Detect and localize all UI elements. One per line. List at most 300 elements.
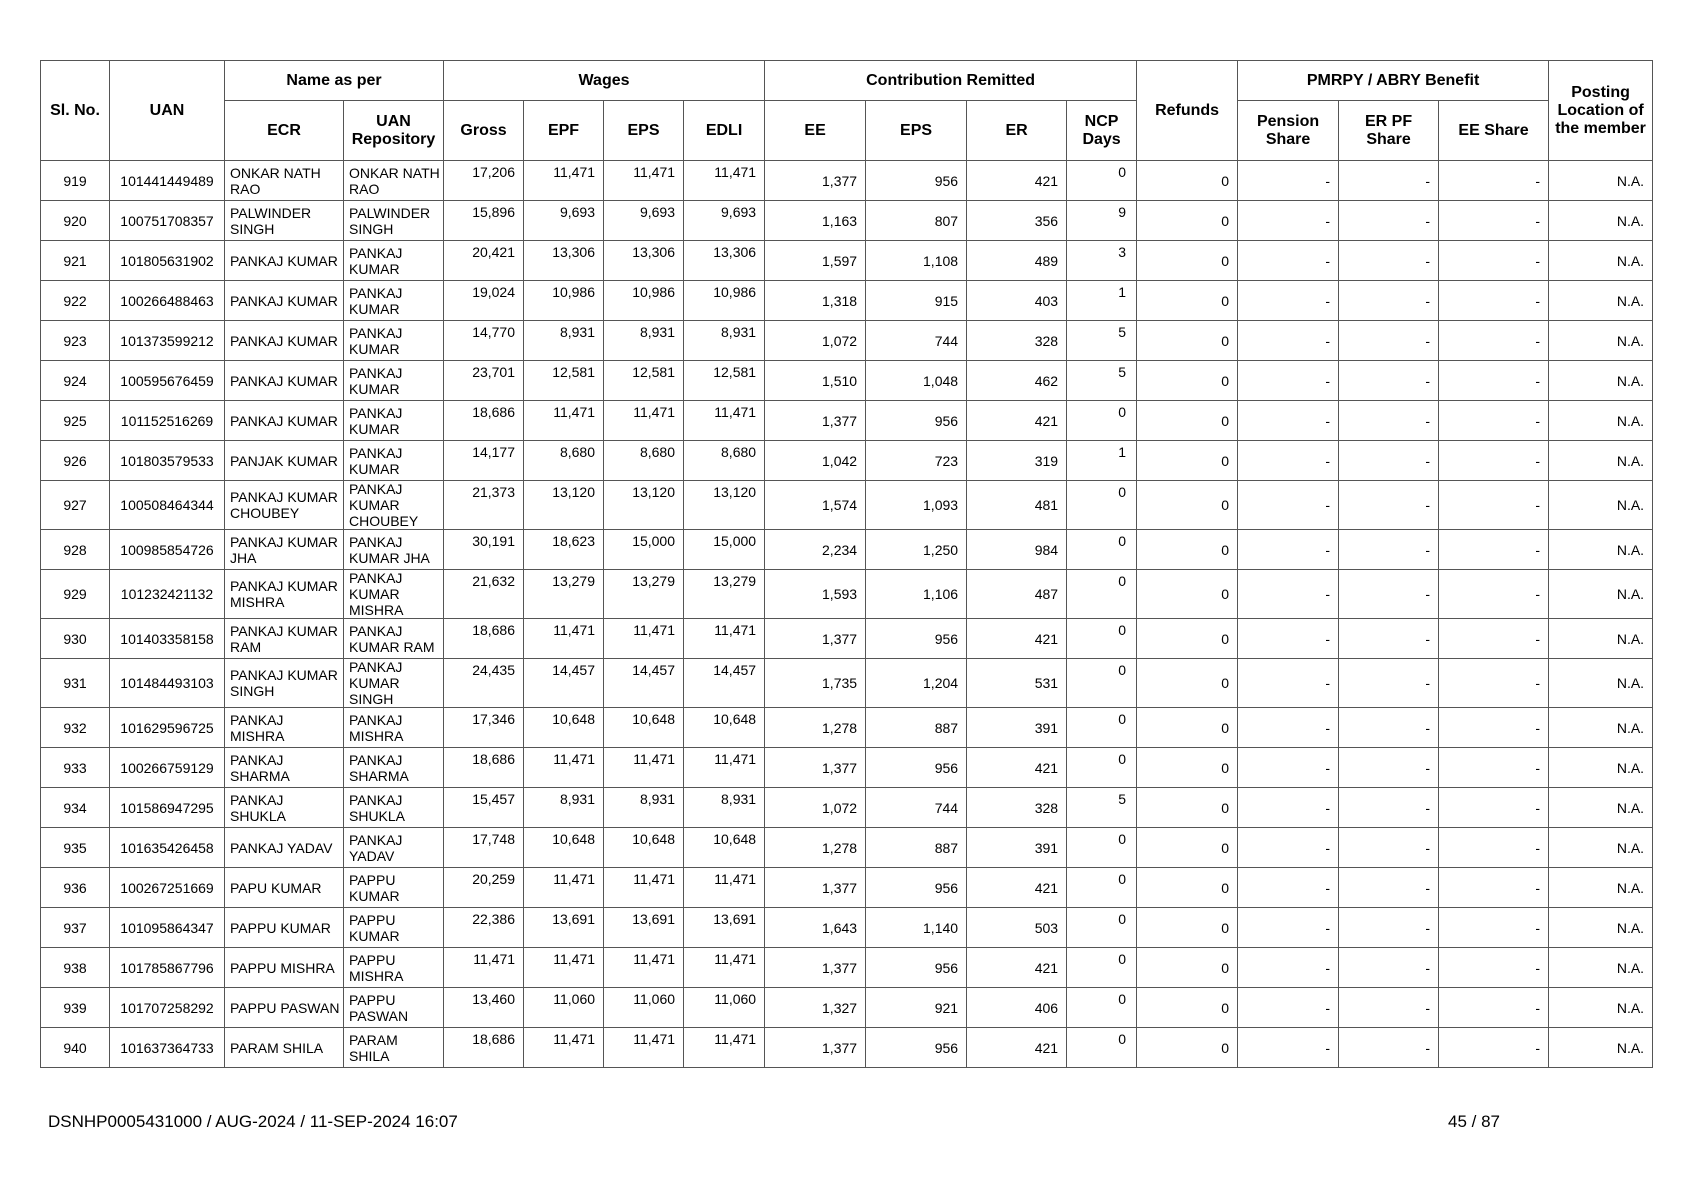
cell-pension-share: - xyxy=(1238,481,1339,530)
cell-pension-share: - xyxy=(1238,748,1339,788)
cell-er: 531 xyxy=(967,659,1067,708)
cell-eps: 1,250 xyxy=(866,530,967,570)
cell-name-uan-repository: PANKAJ SHARMA xyxy=(344,748,444,788)
cell-eps-wages: 10,986 xyxy=(604,281,684,321)
cell-refunds: 0 xyxy=(1137,530,1238,570)
cell-er: 328 xyxy=(967,788,1067,828)
table-row xyxy=(41,659,1653,708)
cell-name-ecr: PAPPU KUMAR xyxy=(225,908,344,948)
cell-ncp-days: 0 xyxy=(1067,530,1137,570)
cell-gross: 30,191 xyxy=(444,530,524,570)
cell-eps: 1,093 xyxy=(866,481,967,530)
cell-eps-wages: 12,581 xyxy=(604,361,684,401)
cell-pension-share: - xyxy=(1238,530,1339,570)
cell-gross: 17,748 xyxy=(444,828,524,868)
cell-ee: 1,377 xyxy=(765,401,866,441)
cell-posting-location: N.A. xyxy=(1549,241,1653,281)
cell-ncp-days: 0 xyxy=(1067,988,1137,1028)
cell-epf: 18,623 xyxy=(524,530,604,570)
table-row xyxy=(41,1028,1653,1068)
footer-page-number: 45 / 87 xyxy=(1448,1112,1500,1131)
cell-name-ecr: PANKAJ SHARMA xyxy=(225,748,344,788)
cell-epf: 8,680 xyxy=(524,441,604,481)
cell-sl-no: 927 xyxy=(41,481,110,530)
cell-uan: 101484493103 xyxy=(110,659,225,708)
cell-refunds: 0 xyxy=(1137,161,1238,201)
cell-eps: 915 xyxy=(866,281,967,321)
table-header xyxy=(41,61,1653,161)
cell-name-uan-repository: PAPPU KUMAR xyxy=(344,868,444,908)
cell-posting-location: N.A. xyxy=(1549,748,1653,788)
cell-epf: 14,457 xyxy=(524,659,604,708)
cell-er-pf-share: - xyxy=(1339,659,1439,708)
cell-eps: 956 xyxy=(866,748,967,788)
cell-eps-wages: 11,471 xyxy=(604,948,684,988)
cell-edli: 8,680 xyxy=(684,441,765,481)
cell-pension-share: - xyxy=(1238,201,1339,241)
cell-eps: 807 xyxy=(866,201,967,241)
cell-eps: 1,048 xyxy=(866,361,967,401)
cell-pension-share: - xyxy=(1238,321,1339,361)
header-epf: EPF xyxy=(524,101,604,161)
cell-ee: 1,643 xyxy=(765,908,866,948)
cell-uan: 101586947295 xyxy=(110,788,225,828)
cell-pension-share: - xyxy=(1238,570,1339,619)
cell-epf: 11,060 xyxy=(524,988,604,1028)
cell-name-ecr: PAPPU MISHRA xyxy=(225,948,344,988)
cell-posting-location: N.A. xyxy=(1549,619,1653,659)
cell-eps-wages: 11,471 xyxy=(604,401,684,441)
cell-posting-location: N.A. xyxy=(1549,868,1653,908)
cell-refunds: 0 xyxy=(1137,281,1238,321)
cell-eps: 1,106 xyxy=(866,570,967,619)
cell-uan: 100267251669 xyxy=(110,868,225,908)
cell-edli: 14,457 xyxy=(684,659,765,708)
cell-ee-share: - xyxy=(1439,828,1549,868)
header-eps-contribution: EPS xyxy=(866,101,967,161)
cell-posting-location: N.A. xyxy=(1549,908,1653,948)
table-row xyxy=(41,161,1653,201)
cell-sl-no: 937 xyxy=(41,908,110,948)
cell-name-ecr: PANKAJ KUMAR xyxy=(225,401,344,441)
cell-name-uan-repository: PANKAJ MISHRA xyxy=(344,708,444,748)
cell-ncp-days: 0 xyxy=(1067,619,1137,659)
cell-eps: 956 xyxy=(866,868,967,908)
cell-edli: 11,471 xyxy=(684,868,765,908)
cell-eps-wages: 13,279 xyxy=(604,570,684,619)
header-wages: Wages xyxy=(444,61,765,101)
cell-pension-share: - xyxy=(1238,659,1339,708)
cell-uan: 101637364733 xyxy=(110,1028,225,1068)
cell-ee-share: - xyxy=(1439,988,1549,1028)
cell-er-pf-share: - xyxy=(1339,281,1439,321)
header-contribution-remitted: Contribution Remitted xyxy=(765,61,1137,101)
cell-er-pf-share: - xyxy=(1339,161,1439,201)
cell-ee: 1,377 xyxy=(765,948,866,988)
cell-pension-share: - xyxy=(1238,868,1339,908)
cell-ee: 1,593 xyxy=(765,570,866,619)
cell-ncp-days: 5 xyxy=(1067,321,1137,361)
table-row xyxy=(41,788,1653,828)
cell-eps-wages: 11,060 xyxy=(604,988,684,1028)
cell-epf: 11,471 xyxy=(524,1028,604,1068)
cell-er: 319 xyxy=(967,441,1067,481)
cell-posting-location: N.A. xyxy=(1549,481,1653,530)
cell-name-uan-repository: PANKAJ KUMAR MISHRA xyxy=(344,570,444,619)
cell-ee-share: - xyxy=(1439,481,1549,530)
cell-pension-share: - xyxy=(1238,908,1339,948)
header-gross: Gross xyxy=(444,101,524,161)
cell-eps: 1,108 xyxy=(866,241,967,281)
cell-gross: 13,460 xyxy=(444,988,524,1028)
cell-er-pf-share: - xyxy=(1339,361,1439,401)
cell-name-uan-repository: PAPPU KUMAR xyxy=(344,908,444,948)
cell-er-pf-share: - xyxy=(1339,868,1439,908)
cell-er: 421 xyxy=(967,1028,1067,1068)
cell-er: 503 xyxy=(967,908,1067,948)
cell-edli: 13,120 xyxy=(684,481,765,530)
cell-ee-share: - xyxy=(1439,619,1549,659)
header-uan: UAN xyxy=(110,61,225,161)
cell-uan: 101629596725 xyxy=(110,708,225,748)
cell-er: 489 xyxy=(967,241,1067,281)
cell-sl-no: 936 xyxy=(41,868,110,908)
cell-ee-share: - xyxy=(1439,948,1549,988)
cell-eps: 956 xyxy=(866,1028,967,1068)
cell-refunds: 0 xyxy=(1137,401,1238,441)
cell-gross: 20,259 xyxy=(444,868,524,908)
cell-ee-share: - xyxy=(1439,1028,1549,1068)
header-pmrpy-abry-benefit: PMRPY / ABRY Benefit xyxy=(1238,61,1549,101)
cell-epf: 11,471 xyxy=(524,748,604,788)
cell-eps: 744 xyxy=(866,321,967,361)
cell-eps: 956 xyxy=(866,619,967,659)
cell-posting-location: N.A. xyxy=(1549,321,1653,361)
cell-sl-no: 940 xyxy=(41,1028,110,1068)
cell-edli: 11,471 xyxy=(684,161,765,201)
cell-refunds: 0 xyxy=(1137,481,1238,530)
cell-edli: 11,471 xyxy=(684,401,765,441)
cell-ncp-days: 5 xyxy=(1067,361,1137,401)
cell-epf: 8,931 xyxy=(524,321,604,361)
cell-epf: 9,693 xyxy=(524,201,604,241)
cell-sl-no: 930 xyxy=(41,619,110,659)
cell-eps-wages: 11,471 xyxy=(604,868,684,908)
cell-posting-location: N.A. xyxy=(1549,530,1653,570)
cell-refunds: 0 xyxy=(1137,908,1238,948)
cell-edli: 10,648 xyxy=(684,708,765,748)
cell-sl-no: 929 xyxy=(41,570,110,619)
cell-ee: 1,318 xyxy=(765,281,866,321)
cell-ee-share: - xyxy=(1439,908,1549,948)
cell-name-uan-repository: PANKAJ KUMAR xyxy=(344,321,444,361)
table-row xyxy=(41,441,1653,481)
cell-ee: 1,377 xyxy=(765,748,866,788)
table-row xyxy=(41,201,1653,241)
cell-er: 421 xyxy=(967,748,1067,788)
cell-uan: 101095864347 xyxy=(110,908,225,948)
table-row xyxy=(41,321,1653,361)
cell-name-ecr: PAPPU PASWAN xyxy=(225,988,344,1028)
cell-edli: 8,931 xyxy=(684,321,765,361)
cell-er: 421 xyxy=(967,948,1067,988)
cell-epf: 8,931 xyxy=(524,788,604,828)
cell-name-ecr: PANJAK KUMAR xyxy=(225,441,344,481)
table-row xyxy=(41,948,1653,988)
cell-posting-location: N.A. xyxy=(1549,708,1653,748)
cell-er-pf-share: - xyxy=(1339,948,1439,988)
cell-eps: 887 xyxy=(866,708,967,748)
table-row xyxy=(41,619,1653,659)
cell-edli: 13,691 xyxy=(684,908,765,948)
cell-gross: 18,686 xyxy=(444,401,524,441)
cell-refunds: 0 xyxy=(1137,868,1238,908)
cell-refunds: 0 xyxy=(1137,201,1238,241)
cell-edli: 8,931 xyxy=(684,788,765,828)
cell-sl-no: 923 xyxy=(41,321,110,361)
footer-document-reference: DSNHP0005431000 / AUG-2024 / 11-SEP-2024 16:07 xyxy=(48,1112,458,1131)
cell-posting-location: N.A. xyxy=(1549,361,1653,401)
cell-eps: 744 xyxy=(866,788,967,828)
cell-ee: 1,278 xyxy=(765,708,866,748)
cell-ncp-days: 0 xyxy=(1067,868,1137,908)
cell-name-uan-repository: PANKAJ KUMAR xyxy=(344,361,444,401)
table-row xyxy=(41,908,1653,948)
cell-posting-location: N.A. xyxy=(1549,161,1653,201)
cell-eps: 723 xyxy=(866,441,967,481)
cell-ncp-days: 0 xyxy=(1067,828,1137,868)
cell-ncp-days: 1 xyxy=(1067,281,1137,321)
cell-ee-share: - xyxy=(1439,401,1549,441)
header-ecr: ECR xyxy=(225,101,344,161)
cell-eps-wages: 8,931 xyxy=(604,788,684,828)
cell-posting-location: N.A. xyxy=(1549,570,1653,619)
cell-pension-share: - xyxy=(1238,441,1339,481)
table-row xyxy=(41,868,1653,908)
cell-sl-no: 925 xyxy=(41,401,110,441)
cell-posting-location: N.A. xyxy=(1549,659,1653,708)
cell-er-pf-share: - xyxy=(1339,619,1439,659)
cell-er-pf-share: - xyxy=(1339,908,1439,948)
cell-er: 421 xyxy=(967,868,1067,908)
cell-ee: 1,377 xyxy=(765,619,866,659)
cell-eps-wages: 13,691 xyxy=(604,908,684,948)
cell-sl-no: 920 xyxy=(41,201,110,241)
cell-pension-share: - xyxy=(1238,161,1339,201)
cell-edli: 12,581 xyxy=(684,361,765,401)
header-posting-location: Posting Location of the member xyxy=(1549,61,1653,161)
table-row xyxy=(41,828,1653,868)
cell-refunds: 0 xyxy=(1137,321,1238,361)
cell-name-uan-repository: PAPPU PASWAN xyxy=(344,988,444,1028)
cell-uan: 101785867796 xyxy=(110,948,225,988)
cell-epf: 11,471 xyxy=(524,868,604,908)
cell-refunds: 0 xyxy=(1137,441,1238,481)
cell-pension-share: - xyxy=(1238,401,1339,441)
cell-name-ecr: PANKAJ KUMAR CHOUBEY xyxy=(225,481,344,530)
cell-ee: 1,377 xyxy=(765,1028,866,1068)
cell-sl-no: 939 xyxy=(41,988,110,1028)
cell-eps: 956 xyxy=(866,401,967,441)
cell-er-pf-share: - xyxy=(1339,988,1439,1028)
cell-pension-share: - xyxy=(1238,948,1339,988)
cell-gross: 18,686 xyxy=(444,619,524,659)
cell-sl-no: 932 xyxy=(41,708,110,748)
cell-gross: 11,471 xyxy=(444,948,524,988)
cell-uan: 100266759129 xyxy=(110,748,225,788)
cell-pension-share: - xyxy=(1238,988,1339,1028)
cell-epf: 11,471 xyxy=(524,948,604,988)
cell-ncp-days: 0 xyxy=(1067,570,1137,619)
cell-refunds: 0 xyxy=(1137,659,1238,708)
cell-uan: 101403358158 xyxy=(110,619,225,659)
cell-sl-no: 928 xyxy=(41,530,110,570)
header-ncp-days: NCP Days xyxy=(1067,101,1137,161)
cell-ncp-days: 0 xyxy=(1067,948,1137,988)
cell-uan: 100751708357 xyxy=(110,201,225,241)
cell-gross: 24,435 xyxy=(444,659,524,708)
cell-eps-wages: 11,471 xyxy=(604,161,684,201)
header-edli: EDLI xyxy=(684,101,765,161)
cell-posting-location: N.A. xyxy=(1549,1028,1653,1068)
cell-eps-wages: 13,120 xyxy=(604,481,684,530)
cell-pension-share: - xyxy=(1238,281,1339,321)
cell-er-pf-share: - xyxy=(1339,321,1439,361)
cell-name-uan-repository: PANKAJ KUMAR CHOUBEY xyxy=(344,481,444,530)
header-uan-repository: UAN Repository xyxy=(344,101,444,161)
cell-name-ecr: PANKAJ KUMAR RAM xyxy=(225,619,344,659)
cell-epf: 12,581 xyxy=(524,361,604,401)
cell-ee: 1,163 xyxy=(765,201,866,241)
cell-ee-share: - xyxy=(1439,161,1549,201)
cell-epf: 13,279 xyxy=(524,570,604,619)
cell-uan: 101635426458 xyxy=(110,828,225,868)
table-row xyxy=(41,241,1653,281)
cell-posting-location: N.A. xyxy=(1549,828,1653,868)
cell-name-ecr: PALWINDER SINGH xyxy=(225,201,344,241)
cell-sl-no: 924 xyxy=(41,361,110,401)
cell-er: 406 xyxy=(967,988,1067,1028)
cell-name-ecr: PANKAJ YADAV xyxy=(225,828,344,868)
cell-name-ecr: PANKAJ KUMAR xyxy=(225,361,344,401)
cell-edli: 11,471 xyxy=(684,948,765,988)
cell-posting-location: N.A. xyxy=(1549,281,1653,321)
cell-er: 984 xyxy=(967,530,1067,570)
cell-pension-share: - xyxy=(1238,708,1339,748)
header-er-pf-share: ER PF Share xyxy=(1339,101,1439,161)
cell-epf: 10,648 xyxy=(524,708,604,748)
cell-posting-location: N.A. xyxy=(1549,948,1653,988)
cell-sl-no: 921 xyxy=(41,241,110,281)
cell-gross: 20,421 xyxy=(444,241,524,281)
cell-er: 391 xyxy=(967,708,1067,748)
cell-eps-wages: 14,457 xyxy=(604,659,684,708)
cell-eps-wages: 11,471 xyxy=(604,748,684,788)
cell-gross: 14,177 xyxy=(444,441,524,481)
cell-name-uan-repository: PANKAJ KUMAR RAM xyxy=(344,619,444,659)
cell-edli: 9,693 xyxy=(684,201,765,241)
header-refunds: Refunds xyxy=(1137,61,1238,161)
cell-pension-share: - xyxy=(1238,241,1339,281)
cell-ncp-days: 5 xyxy=(1067,788,1137,828)
cell-er: 462 xyxy=(967,361,1067,401)
cell-uan: 101373599212 xyxy=(110,321,225,361)
cell-uan: 101441449489 xyxy=(110,161,225,201)
cell-epf: 13,306 xyxy=(524,241,604,281)
cell-name-uan-repository: PANKAJ YADAV xyxy=(344,828,444,868)
cell-name-ecr: PAPU KUMAR xyxy=(225,868,344,908)
cell-eps-wages: 13,306 xyxy=(604,241,684,281)
cell-eps: 956 xyxy=(866,161,967,201)
cell-ee: 1,597 xyxy=(765,241,866,281)
cell-ncp-days: 3 xyxy=(1067,241,1137,281)
cell-eps-wages: 10,648 xyxy=(604,828,684,868)
cell-ee: 2,234 xyxy=(765,530,866,570)
cell-name-uan-repository: PANKAJ KUMAR xyxy=(344,281,444,321)
cell-eps-wages: 11,471 xyxy=(604,1028,684,1068)
cell-edli: 13,306 xyxy=(684,241,765,281)
cell-epf: 11,471 xyxy=(524,619,604,659)
cell-gross: 19,024 xyxy=(444,281,524,321)
cell-ee: 1,072 xyxy=(765,321,866,361)
cell-ee-share: - xyxy=(1439,659,1549,708)
cell-ee-share: - xyxy=(1439,281,1549,321)
cell-posting-location: N.A. xyxy=(1549,441,1653,481)
header-eps-wages: EPS xyxy=(604,101,684,161)
cell-er: 403 xyxy=(967,281,1067,321)
table-body xyxy=(41,161,1653,1068)
cell-edli: 11,060 xyxy=(684,988,765,1028)
cell-ncp-days: 0 xyxy=(1067,481,1137,530)
cell-refunds: 0 xyxy=(1137,708,1238,748)
cell-er: 421 xyxy=(967,161,1067,201)
cell-sl-no: 933 xyxy=(41,748,110,788)
cell-ee: 1,278 xyxy=(765,828,866,868)
cell-er-pf-share: - xyxy=(1339,201,1439,241)
cell-gross: 14,770 xyxy=(444,321,524,361)
header-pension-share: Pension Share xyxy=(1238,101,1339,161)
cell-er: 481 xyxy=(967,481,1067,530)
cell-name-ecr: PANKAJ KUMAR xyxy=(225,241,344,281)
cell-ee-share: - xyxy=(1439,748,1549,788)
cell-eps-wages: 10,648 xyxy=(604,708,684,748)
cell-eps-wages: 11,471 xyxy=(604,619,684,659)
cell-name-uan-repository: PAPPU MISHRA xyxy=(344,948,444,988)
cell-uan: 101803579533 xyxy=(110,441,225,481)
cell-posting-location: N.A. xyxy=(1549,788,1653,828)
cell-uan: 101232421132 xyxy=(110,570,225,619)
cell-pension-share: - xyxy=(1238,788,1339,828)
cell-refunds: 0 xyxy=(1137,788,1238,828)
cell-er-pf-share: - xyxy=(1339,708,1439,748)
cell-sl-no: 931 xyxy=(41,659,110,708)
cell-eps-wages: 9,693 xyxy=(604,201,684,241)
table-row xyxy=(41,481,1653,530)
cell-refunds: 0 xyxy=(1137,241,1238,281)
cell-name-uan-repository: PANKAJ KUMAR xyxy=(344,441,444,481)
cell-sl-no: 919 xyxy=(41,161,110,201)
cell-ncp-days: 0 xyxy=(1067,401,1137,441)
cell-posting-location: N.A. xyxy=(1549,988,1653,1028)
cell-refunds: 0 xyxy=(1137,570,1238,619)
cell-gross: 18,686 xyxy=(444,1028,524,1068)
cell-ee: 1,072 xyxy=(765,788,866,828)
cell-refunds: 0 xyxy=(1137,748,1238,788)
cell-refunds: 0 xyxy=(1137,619,1238,659)
cell-uan: 100595676459 xyxy=(110,361,225,401)
cell-uan: 101152516269 xyxy=(110,401,225,441)
cell-uan: 101707258292 xyxy=(110,988,225,1028)
